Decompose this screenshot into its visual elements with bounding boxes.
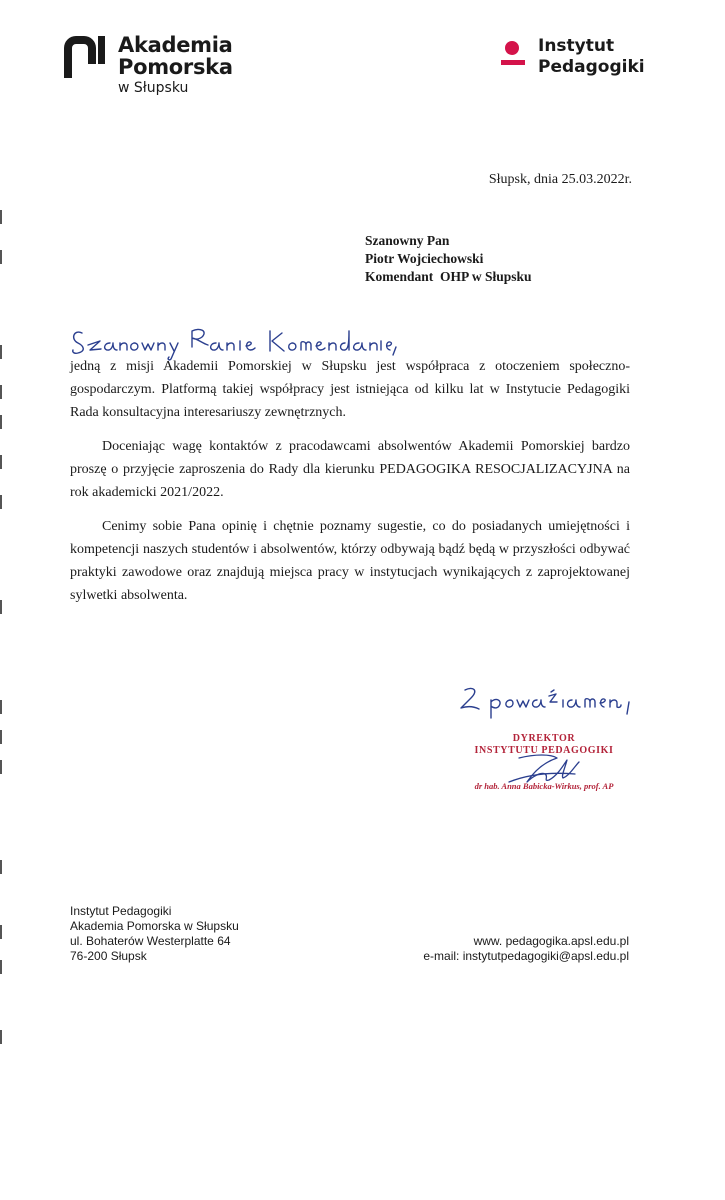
letter-body <box>70 355 630 618</box>
addressee-title: Komendant OHP w Słupsku <box>365 269 532 284</box>
body-paragraph-1: jedną z misji Akademii Pomorskiej w Słupsku jest współpraca z otoczeniem społeczno-gospodarczym. Platformą takiej współpracy jest istniejąca od kilku lat w Instytucie Pedagogiki Rada konsultacyjna interesariuszy zewnętrznych. <box>70 359 630 420</box>
footer-address-line4: 76-200 Słupsk <box>70 949 147 963</box>
institute-name-line1: Instytut <box>538 36 615 56</box>
body-paragraph-3: Cenimy sobie Pana opinię i chętnie poznamy sugestie, co do posiadanych umiejętności i kompetencji naszych studentów i absolwentów, którzy odbywają bądź będą w przyszłości odbywać praktyki zawodowe oraz znajdują miejsca pracy w instytucjach wynikających z zaprojektowanej sylwetki absolwenta. <box>70 519 630 603</box>
addressee-salutation: Szanowny Pan <box>365 233 450 248</box>
scan-mark <box>0 700 2 714</box>
scan-mark <box>0 960 2 974</box>
scan-mark <box>0 1030 2 1044</box>
scan-mark <box>0 415 2 429</box>
scan-mark <box>0 495 2 509</box>
institute-name-line2: Pedagogiki <box>538 57 645 77</box>
scan-mark <box>0 345 2 359</box>
scan-mark <box>0 210 2 224</box>
stamp-line1: DYREKTOR <box>512 733 576 744</box>
footer-address-line1: Instytut Pedagogiki <box>70 904 172 918</box>
scan-mark <box>0 760 2 774</box>
scan-mark <box>0 600 2 614</box>
scan-mark <box>0 730 2 744</box>
addressee-name: Piotr Wojciechowski <box>365 251 484 266</box>
scan-mark <box>0 385 2 399</box>
scan-mark <box>0 250 2 264</box>
footer-email-link[interactable]: e-mail: instytutpedagogiki@apsl.edu.pl <box>423 949 629 963</box>
handwritten-closing <box>455 682 645 720</box>
akademia-pomorska-logo-icon <box>62 34 106 80</box>
scan-mark <box>0 860 2 874</box>
scan-mark <box>0 455 2 469</box>
university-name-line1: Akademia <box>118 33 233 57</box>
footer-address-line3: ul. Bohaterów Westerplatte 64 <box>70 934 231 948</box>
footer-address-line2: Akademia Pomorska w Słupsku <box>70 919 239 933</box>
stamp-line2: INSTYTUTU PEDAGOGIKI <box>474 745 614 756</box>
university-name <box>118 34 233 97</box>
body-paragraph-2: Doceniając wagę kontaktów z pracodawcami absolwentów Akademii Pomorskiej bardzo proszę o przyjęcie zaproszenia do Rady dla kierunku PEDAGOGIKA RESOCJALIZACYJNA na rok akademicki 2021/2022. <box>70 439 630 500</box>
footer-contact <box>423 934 629 964</box>
footer-website-link[interactable]: www. pedagogika.apsl.edu.pl <box>473 934 629 948</box>
scan-mark <box>0 925 2 939</box>
signature <box>505 752 585 788</box>
footer-address <box>70 904 239 964</box>
university-name-line2: Pomorska <box>118 55 233 79</box>
stamp-line3: dr hab. Anna Babicka-Wirkus, prof. AP <box>474 781 614 791</box>
institute-logo-icon <box>500 40 526 74</box>
addressee-block <box>365 232 532 286</box>
letter-date: Słupsk, dnia 25.03.2022r. <box>488 172 632 187</box>
institute-name <box>538 36 645 78</box>
university-name-line3: w Słupsku <box>118 80 189 96</box>
